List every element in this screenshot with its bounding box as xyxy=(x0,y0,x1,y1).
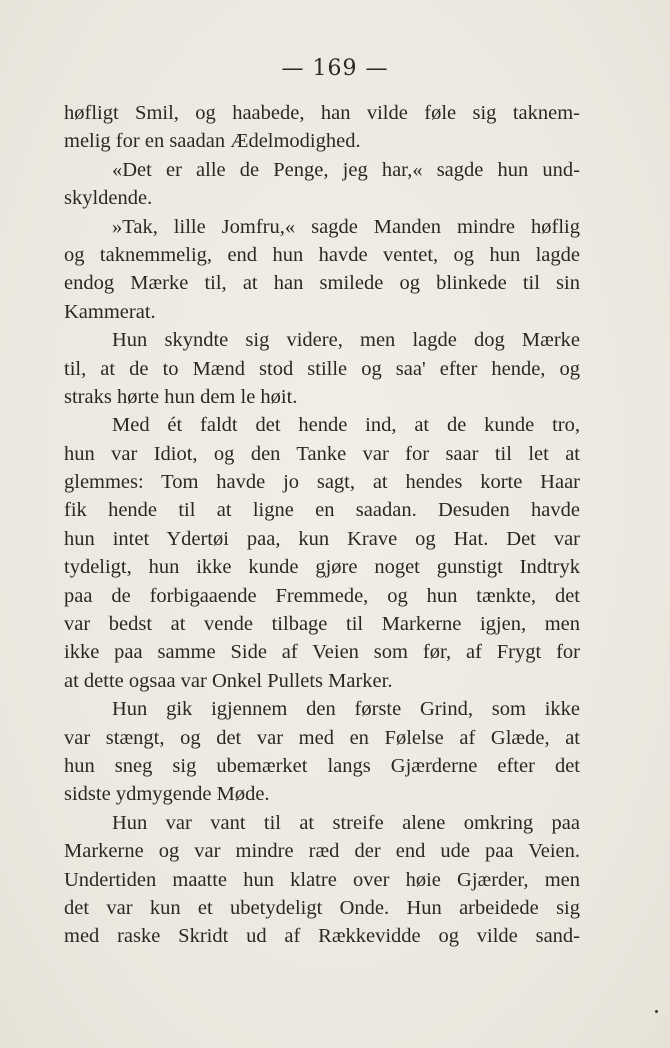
text-line: hun sneg sig ubemærket langs Gjærderne efter det xyxy=(64,754,580,777)
text-line: Markerne og var mindre ræd der end ude paa Veien. xyxy=(64,840,580,863)
text-line: ikke paa samme Side af Veien som før, af Frygt for xyxy=(64,641,580,664)
text-line: skyldende. xyxy=(64,187,153,210)
text-line: Hun skyndte sig videre, men lagde dog Mærke xyxy=(112,329,580,352)
text-line: Hun var vant til at streife alene omkring paa xyxy=(112,811,580,834)
text-line: sidste ydmygende Møde. xyxy=(64,783,270,806)
text-line: fik hende til at ligne en saadan. Desuden havde xyxy=(64,499,580,522)
page-number: — 169 — xyxy=(281,56,389,81)
text-line: med raske Skridt ud af Rækkevidde og vilde sand- xyxy=(64,925,580,948)
text-line: at dette ogsaa var Onkel Pullets Marker. xyxy=(64,669,393,692)
text-line: Undertiden maatte hun klatre over høie Gjærder, men xyxy=(64,868,580,891)
text-line: Hun gik igjennem den første Grind, som ikke xyxy=(112,698,580,721)
paper-speck xyxy=(655,1010,658,1013)
text-line: til, at de to Mænd stod stille og saa' efter hende, og xyxy=(64,357,580,380)
text-line: det var kun et ubetydeligt Onde. Hun arbeidede sig xyxy=(64,896,580,919)
text-line: var bedst at vende tilbage til Markerne igjen, men xyxy=(64,613,580,636)
text-line: hun var Idiot, og den Tanke var for saar til let at xyxy=(64,442,580,465)
body-text xyxy=(64,99,580,951)
text-line: hun intet Ydertøi paa, kun Krave og Hat. Det var xyxy=(64,527,580,550)
text-line: Kammerat. xyxy=(64,300,156,323)
text-line: var stængt, og det var med en Følelse af Glæde, at xyxy=(64,726,580,749)
text-line: tydeligt, hun ikke kunde gjøre noget gunstigt Indtryk xyxy=(64,556,580,579)
text-line: Med ét faldt det hende ind, at de kunde tro, xyxy=(112,414,580,437)
text-line: paa de forbigaaende Fremmede, og hun tænkte, det xyxy=(64,584,580,607)
text-line: høfligt Smil, og haabede, han vilde føle sig taknem- xyxy=(64,102,580,124)
text-line: «Det er alle de Penge, jeg har,« sagde hun und- xyxy=(112,158,580,181)
text-line: og taknemmelig, end hun havde ventet, og hun lagde xyxy=(64,243,580,266)
text-line: glemmes: Tom havde jo sagt, at hendes korte Haar xyxy=(64,471,580,494)
text-line: »Tak, lille Jomfru,« sagde Manden mindre høflig xyxy=(112,215,580,238)
text-line: melig for en saadan Ædelmodighed. xyxy=(64,130,361,153)
text-line: endog Mærke til, at han smilede og blinkede til sin xyxy=(64,272,580,295)
text-line: straks hørte hun dem le høit. xyxy=(64,385,298,408)
